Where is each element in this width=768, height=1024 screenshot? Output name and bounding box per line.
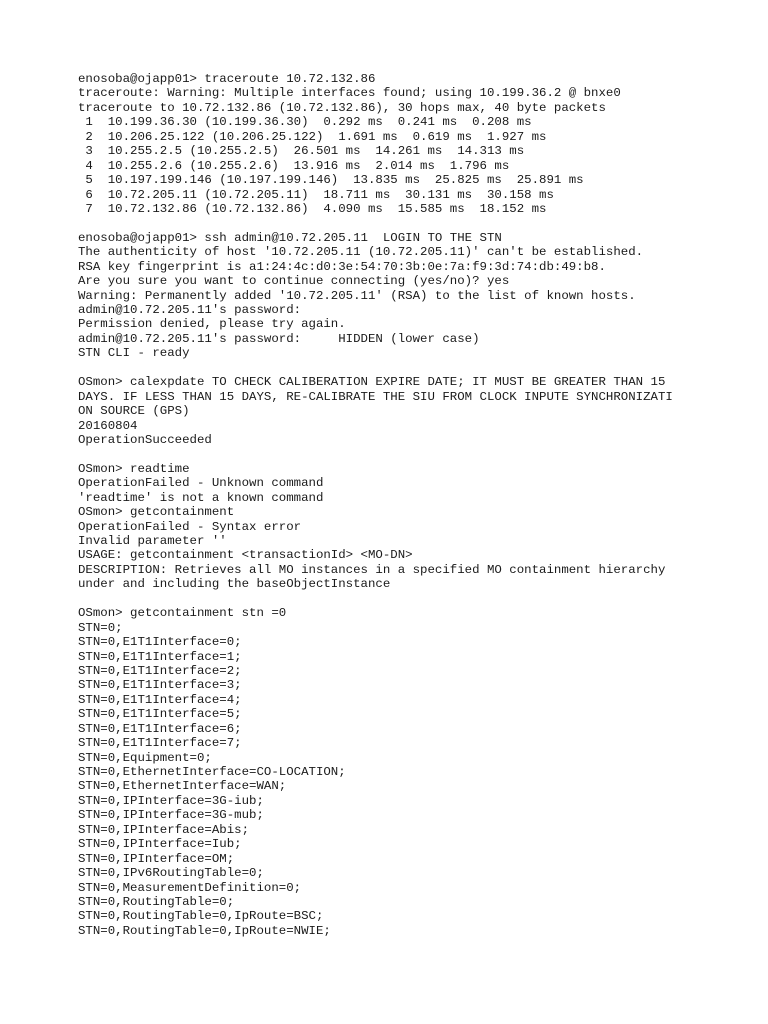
text-line: STN=0,E1T1Interface=5;: [78, 707, 242, 722]
text-line: STN=0,E1T1Interface=0;: [78, 635, 242, 650]
text-line: OSmon> getcontainment: [78, 505, 235, 520]
blank-line: [78, 447, 750, 461]
text-line: OperationSucceeded: [78, 432, 212, 447]
text-line: OperationFailed - Syntax error: [78, 519, 302, 534]
text-line: STN=0,IPInterface=3G-iub;: [78, 793, 264, 808]
text-line: traceroute: Warning: Multiple interfaces found; using 10.199.36.2 @ bnxe0: [78, 86, 621, 101]
blank-line: [78, 216, 750, 230]
text-line: The authenticity of host '10.72.205.11 (10.72.205.11)' can't be established.: [78, 245, 644, 260]
text-line: STN=0,E1T1Interface=1;: [78, 649, 242, 664]
text-line: admin@10.72.205.11's password:: [78, 303, 302, 317]
text-line: STN=0,EthernetInterface=CO-LOCATION;: [78, 765, 346, 779]
text-line: STN=0;: [78, 620, 123, 635]
text-line: under and including the baseObjectInstance: [78, 577, 391, 592]
text-line: 4 10.255.2.6 (10.255.2.6) 13.916 ms 2.014 ms 1.796 ms: [78, 158, 510, 173]
text-line: 1 10.199.36.30 (10.199.36.30) 0.292 ms 0.241 ms 0.208 ms: [78, 115, 532, 130]
text-line: traceroute to 10.72.132.86 (10.72.132.86), 30 hops max, 40 byte packets: [78, 100, 606, 115]
text-line: STN=0,MeasurementDefinition=0;: [78, 880, 302, 895]
text-line: STN=0,RoutingTable=0,IpRoute=BSC;: [78, 909, 324, 924]
text-line: STN=0,E1T1Interface=3;: [78, 678, 242, 693]
text-line: enosoba@ojapp01> traceroute 10.72.132.86: [78, 72, 376, 86]
text-line: OSmon> readtime: [78, 461, 190, 476]
blank-line: [78, 592, 750, 606]
text-line: STN=0,Equipment=0;: [78, 750, 212, 765]
text-line: STN=0,IPInterface=OM;: [78, 851, 235, 866]
text-line: 6 10.72.205.11 (10.72.205.11) 18.711 ms 30.131 ms 30.158 ms: [78, 187, 554, 202]
text-line: 7 10.72.132.86 (10.72.132.86) 4.090 ms 15.585 ms 18.152 ms: [78, 201, 547, 216]
text-line: DESCRIPTION: Retrieves all MO instances in a specified MO containment hierarchy: [78, 562, 666, 577]
text-line: enosoba@ojapp01> ssh admin@10.72.205.11 LOGIN TO THE STN: [78, 230, 502, 245]
text-line: OSmon> calexpdate TO CHECK CALIBERATION EXPIRE DATE; IT MUST BE GREATER THAN 15: [78, 375, 666, 390]
text-line: Permission denied, please try again.: [78, 317, 346, 332]
text-line: STN=0,IPInterface=Iub;: [78, 837, 242, 852]
text-line: Warning: Permanently added '10.72.205.11' (RSA) to the list of known hosts.: [78, 288, 636, 303]
text-line: Are you sure you want to continue connecting (yes/no)? yes: [78, 274, 510, 289]
text-line: 'readtime' is not a known command: [78, 490, 324, 505]
text-line: 20160804: [78, 418, 138, 433]
text-line: STN=0,E1T1Interface=4;: [78, 692, 242, 707]
terminal-transcript: [78, 72, 750, 938]
text-line: STN=0,RoutingTable=0,IpRoute=NWIE;: [78, 923, 331, 938]
text-line: STN=0,IPInterface=3G-mub;: [78, 808, 264, 823]
text-line: STN=0,IPv6RoutingTable=0;: [78, 866, 264, 881]
text-line: Invalid parameter '': [78, 534, 227, 548]
text-line: OSmon> getcontainment stn =0: [78, 606, 287, 621]
text-line: 5 10.197.199.146 (10.197.199.146) 13.835 ms 25.825 ms 25.891 ms: [78, 173, 584, 188]
blank-line: [78, 361, 750, 375]
text-line: DAYS. IF LESS THAN 15 DAYS, RE-CALIBRATE THE SIU FROM CLOCK INPUTE SYNCHRONIZATI: [78, 389, 673, 404]
text-line: admin@10.72.205.11's password: HIDDEN (lower case): [78, 331, 480, 346]
text-line: 3 10.255.2.5 (10.255.2.5) 26.501 ms 14.261 ms 14.313 ms: [78, 144, 525, 159]
text-line: STN=0,RoutingTable=0;: [78, 894, 235, 909]
text-line: STN=0,E1T1Interface=6;: [78, 721, 242, 736]
text-line: ON SOURCE (GPS): [78, 404, 190, 419]
text-line: OperationFailed - Unknown command: [78, 476, 324, 491]
text-line: 2 10.206.25.122 (10.206.25.122) 1.691 ms 0.619 ms 1.927 ms: [78, 129, 547, 144]
text-line: STN=0,IPInterface=Abis;: [78, 822, 250, 837]
text-line: RSA key fingerprint is a1:24:4c:d0:3e:54:70:3b:0e:7a:f9:3d:74:db:49:b8.: [78, 259, 606, 274]
text-line: USAGE: getcontainment <transactionId> <MO-DN>: [78, 548, 413, 563]
text-line: STN=0,E1T1Interface=2;: [78, 663, 242, 678]
text-line: STN=0,E1T1Interface=7;: [78, 736, 242, 751]
text-line: STN=0,EthernetInterface=WAN;: [78, 779, 287, 794]
text-line: STN CLI - ready: [78, 346, 190, 361]
